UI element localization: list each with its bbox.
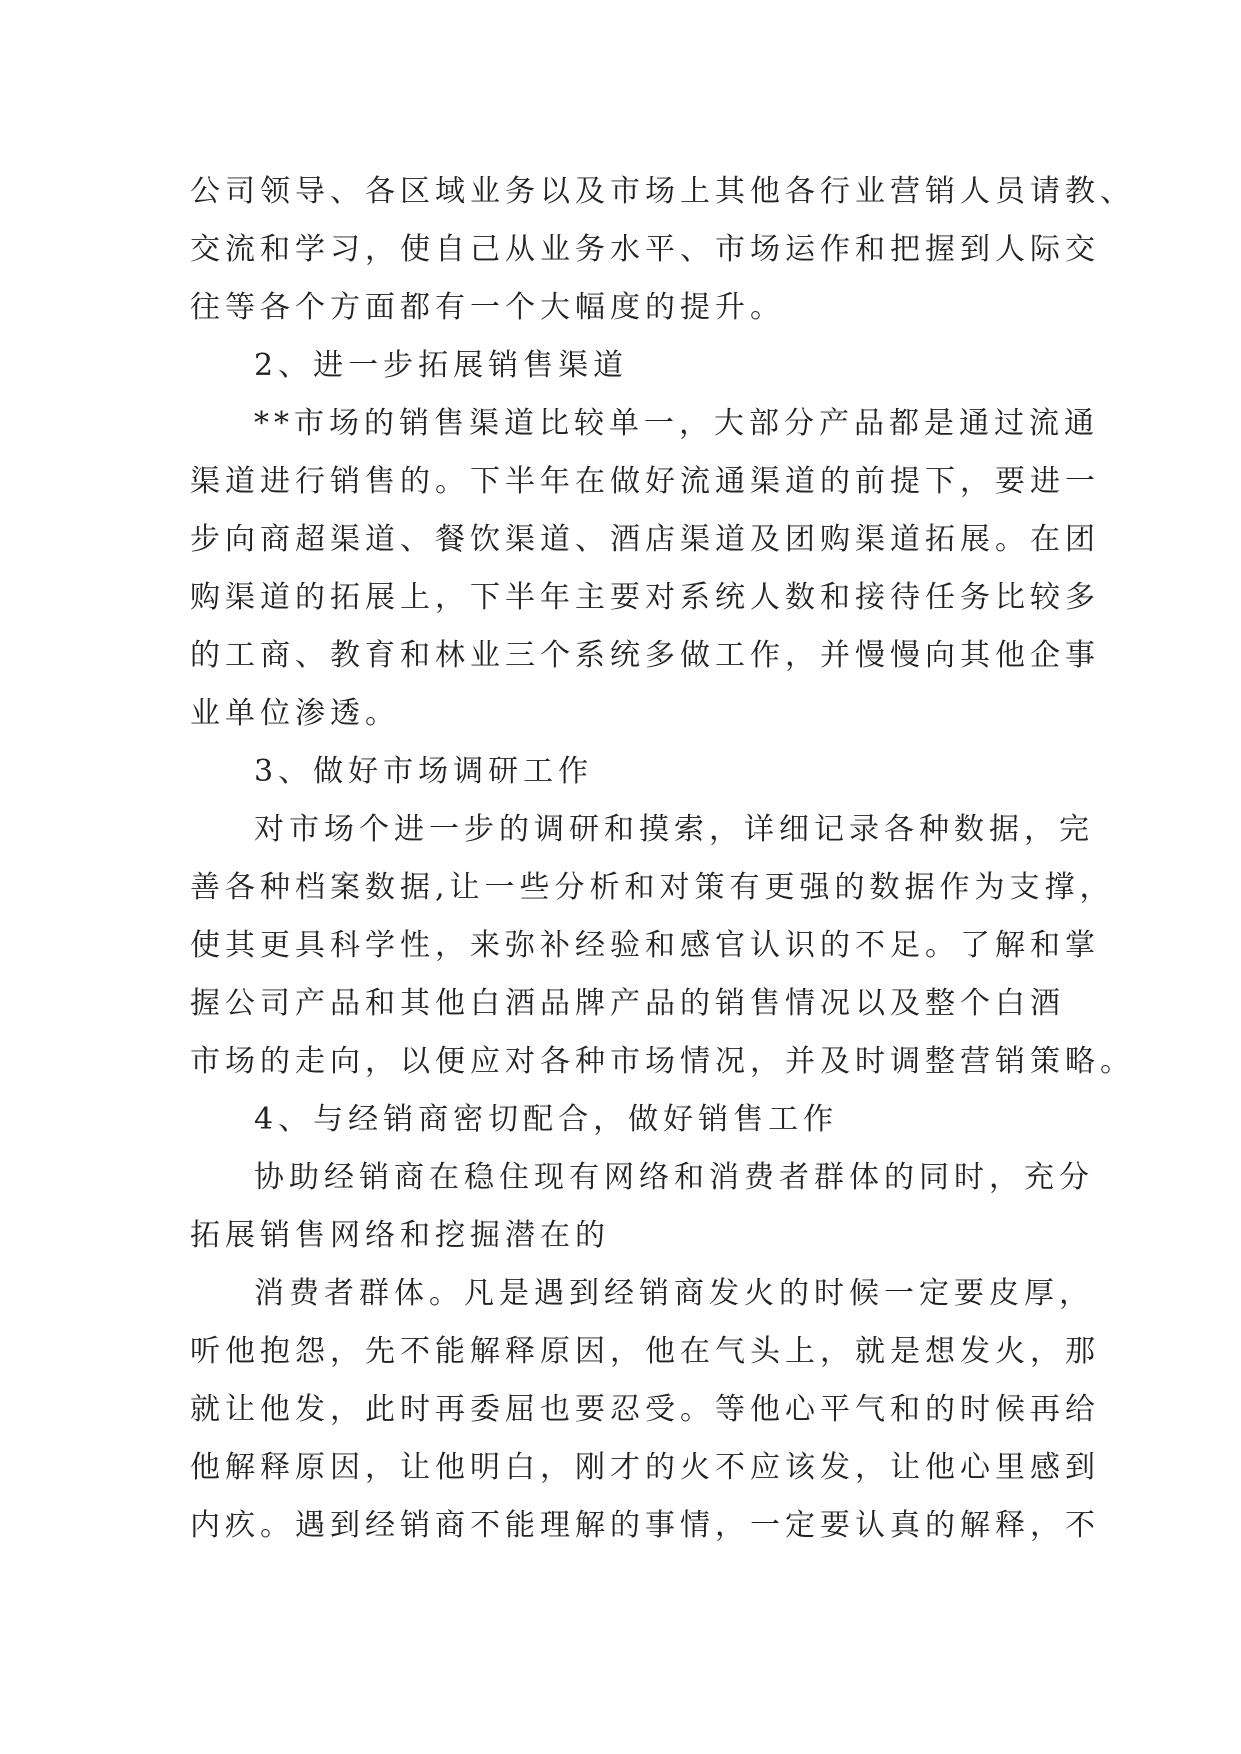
text-line: 公司领导、各区域业务以及市场上其他各行业营销人员请教、 xyxy=(190,174,1135,209)
text-line: 交流和学习，使自己从业务水平、市场运作和把握到人际交 xyxy=(190,232,1100,267)
section-heading: 2、进一步拓展销售渠道 xyxy=(254,348,629,383)
text-line: 渠道进行销售的。下半年在做好流通渠道的前提下，要进一 xyxy=(190,464,1100,499)
section-heading: 3、做好市场调研工作 xyxy=(254,754,594,789)
text-line: **市场的销售渠道比较单一，大部分产品都是通过流通 xyxy=(254,406,1099,441)
text-line: 步向商超渠道、餐饮渠道、酒店渠道及团购渠道拓展。在团 xyxy=(190,522,1100,557)
text-line: 听他抱怨，先不能解释原因，他在气头上，就是想发火，那 xyxy=(190,1334,1100,1369)
text-line: 对市场个进一步的调研和摸索，详细记录各种数据，完 xyxy=(254,812,1094,847)
text-line: 业单位渗透。 xyxy=(190,696,400,731)
text-line: 善各种档案数据,让一些分析和对策有更强的数据作为支撑， xyxy=(190,870,1115,905)
text-line: 消费者群体。凡是遇到经销商发火的时候一定要皮厚， xyxy=(254,1276,1094,1311)
text-line: 握公司产品和其他白酒品牌产品的销售情况以及整个白酒 xyxy=(190,986,1065,1021)
text-line: 就让他发，此时再委屈也要忍受。等他心平气和的时候再给 xyxy=(190,1392,1100,1427)
text-line: 拓展销售网络和挖掘潜在的 xyxy=(190,1218,610,1253)
text-line: 使其更具科学性，来弥补经验和感官认识的不足。了解和掌 xyxy=(190,928,1100,963)
text-line: 的工商、教育和林业三个系统多做工作，并慢慢向其他企事 xyxy=(190,638,1100,673)
text-line: 购渠道的拓展上，下半年主要对系统人数和接待任务比较多 xyxy=(190,580,1100,615)
text-line: 市场的走向，以便应对各种市场情况，并及时调整营销策略。 xyxy=(190,1044,1135,1079)
text-line: 协助经销商在稳住现有网络和消费者群体的同时，充分 xyxy=(254,1160,1094,1195)
document-body xyxy=(190,163,1135,1555)
text-line: 往等各个方面都有一个大幅度的提升。 xyxy=(190,290,785,325)
text-line: 他解释原因，让他明白，刚才的火不应该发，让他心里感到 xyxy=(190,1450,1100,1485)
section-heading: 4、与经销商密切配合，做好销售工作 xyxy=(254,1102,839,1137)
text-line: 内疚。遇到经销商不能理解的事情，一定要认真的解释，不 xyxy=(190,1508,1100,1543)
